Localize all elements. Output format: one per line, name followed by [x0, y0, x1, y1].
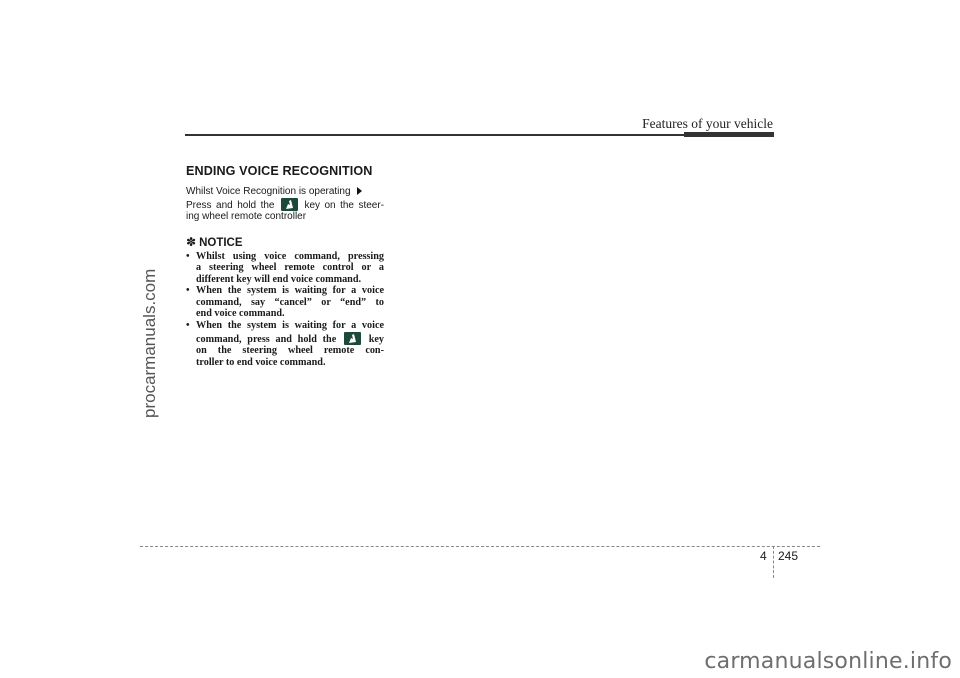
- section-body: [186, 186, 384, 223]
- body-text-2b: key on the steer-: [304, 199, 385, 211]
- notice-text: key: [368, 333, 385, 345]
- voice-key-icon: [281, 198, 298, 211]
- side-watermark: procarmanuals.com: [140, 268, 159, 418]
- notice-line: a steering wheel remote control or a: [196, 262, 384, 274]
- notice-text: command, press and hold the: [196, 333, 337, 345]
- body-text-1: Whilst Voice Recognition is operating: [186, 186, 351, 197]
- footer-rule: [140, 546, 820, 547]
- notice-line: When the system is waiting for a voice: [196, 320, 384, 332]
- body-line: [186, 198, 384, 212]
- notice-line: end voice command.: [196, 308, 285, 320]
- header-rule-accent: [684, 132, 774, 137]
- notice-line: different key will end voice command.: [196, 273, 362, 285]
- header-title: Features of your vehicle: [642, 116, 773, 131]
- section-title: ENDING VOICE RECOGNITION: [186, 164, 373, 178]
- body-text-3: ing wheel remote controller: [186, 211, 307, 222]
- notice-mark-icon: ✽: [186, 234, 197, 249]
- body-line: [186, 211, 384, 223]
- notice-title: [186, 235, 384, 249]
- body-line: [186, 186, 384, 198]
- notice-line: command, say “cancel” or “end” to: [196, 296, 384, 308]
- notice-item: [186, 320, 384, 368]
- notice-item: [186, 251, 384, 286]
- notice-line: Whilst using voice command, pressing: [196, 250, 384, 262]
- right-triangle-icon: [357, 187, 362, 195]
- bullet: •: [186, 250, 190, 262]
- chapter-number: 4: [760, 549, 767, 563]
- notice-line: [196, 332, 384, 346]
- page-number: 245: [778, 549, 799, 563]
- notice-list: [186, 251, 384, 369]
- notice-item: [186, 285, 384, 320]
- bottom-watermark: carmanualsonline.info: [704, 649, 952, 674]
- page-number-divider: [773, 546, 774, 578]
- notice-line: on the steering wheel remote con-: [196, 345, 384, 357]
- bullet: •: [186, 285, 190, 297]
- bullet: •: [186, 320, 190, 332]
- notice-title-text: NOTICE: [199, 236, 243, 249]
- voice-key-icon: [344, 332, 361, 345]
- notice-line: When the system is waiting for a voice: [196, 285, 384, 297]
- notice-line: troller to end voice command.: [196, 356, 326, 368]
- body-text-2a: Press and hold the: [186, 199, 275, 211]
- page-content: [186, 164, 384, 368]
